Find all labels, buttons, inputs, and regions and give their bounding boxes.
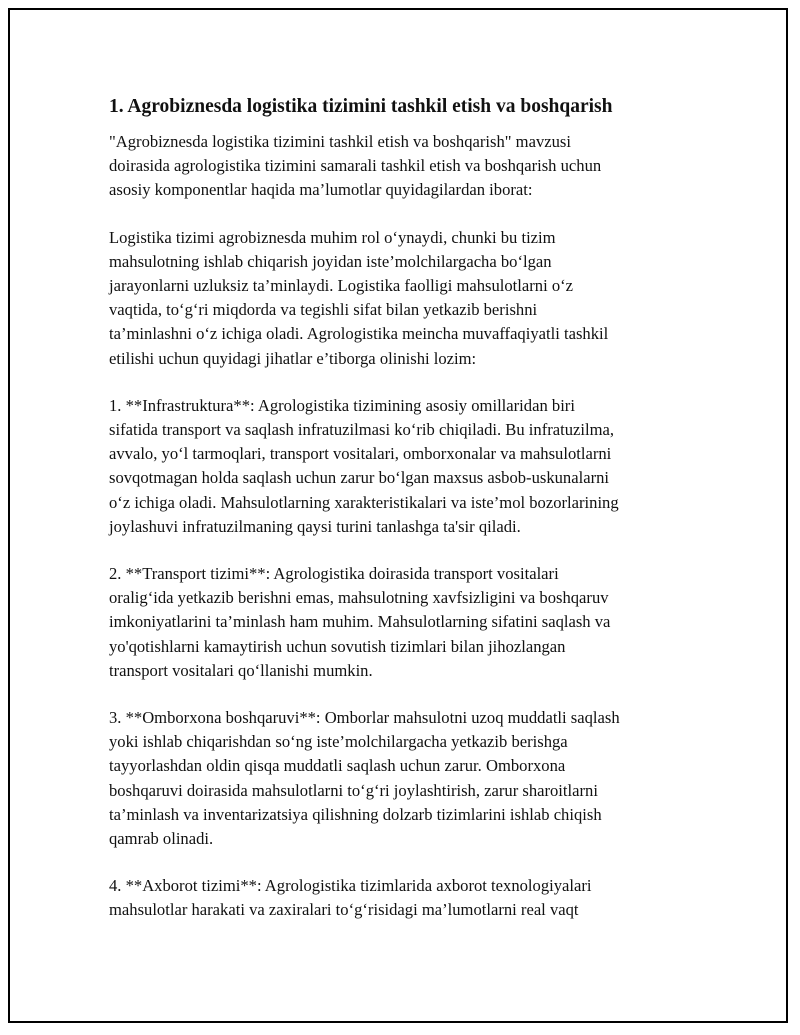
text-line: jarayonlarni uzluksiz ta’minlaydi. Logistika faolligi mahsulotlarni o‘z [109, 276, 574, 296]
text-line: mahsulotlar harakati va zaxiralari to‘g‘risidagi ma’lumotlarni real vaqt [109, 900, 579, 920]
text-line: 3. **Omborxona boshqaruvi**: Omborlar mahsulotni uzoq muddatli saqlash [109, 708, 620, 728]
text-line: 1. **Infrastruktura**: Agrologistika tizimining asosiy omillaridan biri [109, 395, 575, 415]
paragraph-warehouse [109, 706, 689, 851]
document-body [109, 94, 689, 946]
document-title: 1. Agrobiznesda logistika tizimini tashkil etish va boshqarish [109, 96, 613, 117]
text-line: yo'qotishlarni kamaytirish uchun sovutish tizimlari bilan jihozlangan [109, 636, 566, 656]
text-line: oralig‘ida yetkazib berishni emas, mahsulotning xavfsizligini va boshqaruv [109, 588, 609, 608]
text-line: avvalo, yo‘l tarmoqlari, transport vositalari, omborxonalar va mahsulotlarni [109, 444, 612, 464]
paragraph-infrastructure [109, 394, 689, 539]
text-line: transport vositalari qo‘llanishi mumkin. [109, 660, 373, 680]
text-line: etilishi uchun quyidagi jihatlar e’tiborga olinishi lozim: [109, 348, 477, 368]
paragraph-information [109, 874, 689, 922]
text-line: "Agrobiznesda logistika tizimini tashkil etish va boshqarish" mavzusi [109, 132, 571, 151]
text-line: Logistika tizimi agrobiznesda muhim rol o‘ynaydi, chunki bu tizim [109, 227, 556, 247]
text-line: 2. **Transport tizimi**: Agrologistika doirasida transport vositalari [109, 564, 559, 584]
text-line: tayyorlashdan oldin qisqa muddatli saqlash uchun zarur. Omborxona [109, 756, 566, 776]
paragraph-logistics [109, 226, 689, 371]
text-line: asosiy komponentlar haqida ma’lumotlar quyidagilardan iborat: [109, 180, 533, 200]
text-line: ta’minlashni o‘z ichiga oladi. Agrologistika meincha muvaffaqiyatli tashkil [109, 324, 609, 344]
text-line: yoki ishlab chiqarishdan so‘ng iste’molchilargacha yetkazib berishga [109, 732, 568, 752]
text-line: mahsulotning ishlab chiqarish joyidan iste’molchilargacha bo‘lgan [109, 251, 552, 271]
text-line: 4. **Axborot tizimi**: Agrologistika tizimlarida axborot texnologiyalari [109, 876, 592, 896]
text-line: joylashuvi infratuzilmaning qaysi turini tanlashga ta'sir qiladi. [109, 516, 521, 536]
text-line: imkoniyatlarini ta’minlash ham muhim. Mahsulotlarning sifatini saqlash va [109, 612, 611, 632]
text-line: qamrab olinadi. [109, 829, 214, 849]
paragraph-transport [109, 562, 689, 683]
text-line: sovqotmagan holda saqlash uchun zarur bo‘lgan maxsus asbob-uskunalarni [109, 468, 610, 488]
text-line: doirasida agrologistika tizimini samarali tashkil etish va boshqarish uchun [109, 156, 602, 176]
text-line: boshqaruvi doirasida mahsulotlarni to‘g‘ri joylashtirish, zarur sharoitlarni [109, 780, 598, 800]
text-line: ta’minlash va inventarizatsiya qilishning dolzarb tizimlarini ishlab chiqish [109, 804, 602, 824]
paragraph-intro [109, 130, 689, 203]
text-line: vaqtida, to‘g‘ri miqdorda va tegishli sifat bilan yetkazib berishni [109, 300, 538, 320]
text-line: sifatida transport va saqlash infratuzilmasi ko‘rib chiqiladi. Bu infratuzilma, [109, 420, 615, 440]
text-line: o‘z ichiga oladi. Mahsulotlarning xarakteristikalari va iste’mol bozorlarining [109, 492, 619, 512]
